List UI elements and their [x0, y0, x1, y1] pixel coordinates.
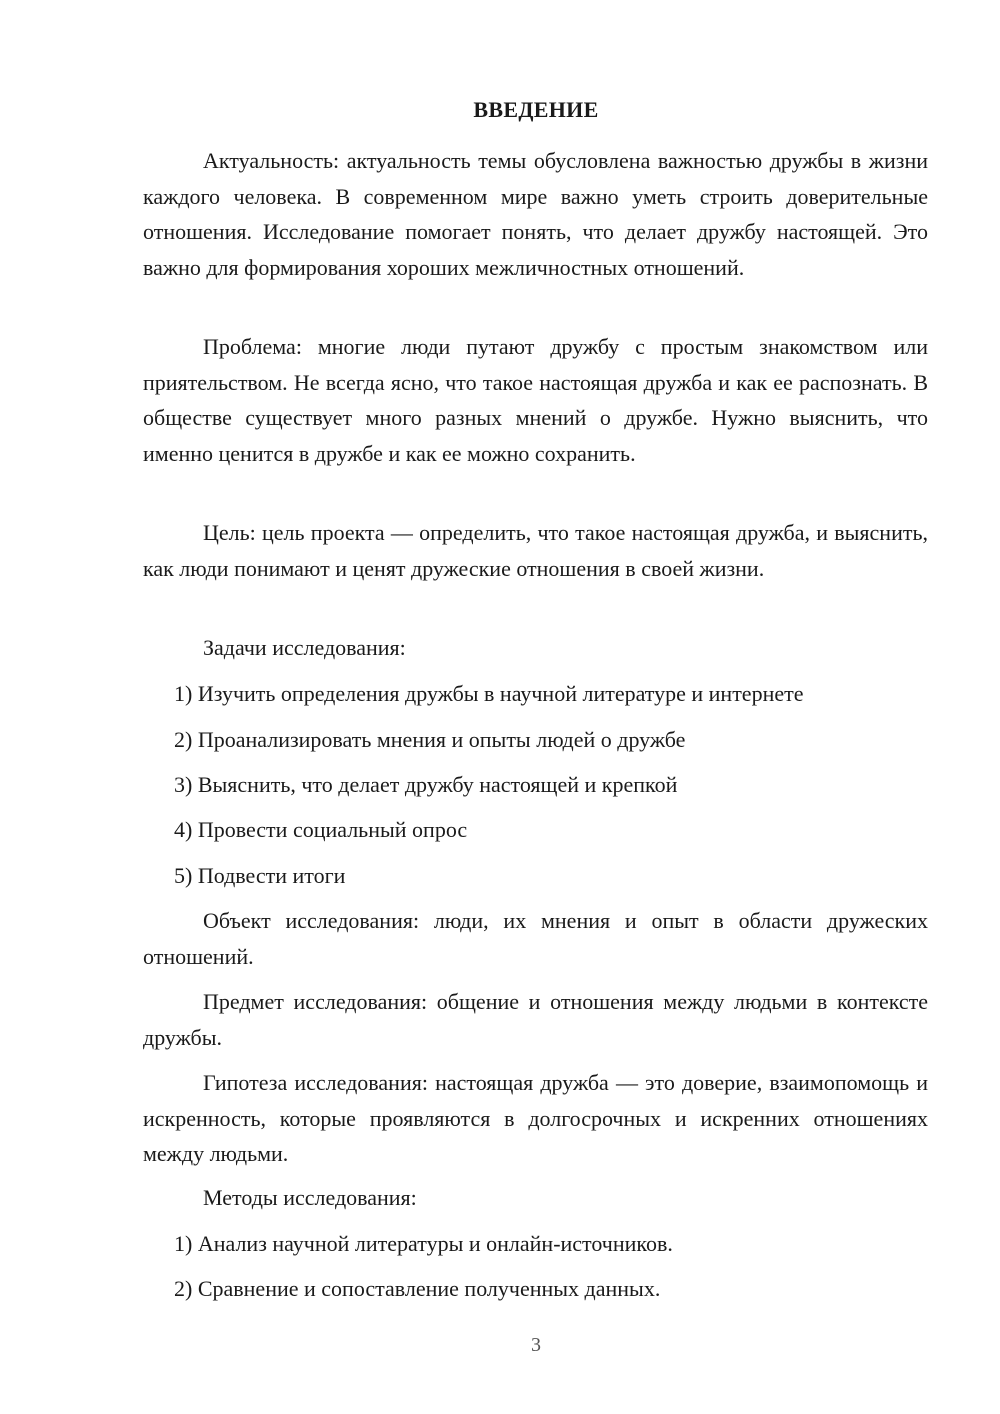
method-item-2: 2) Сравнение и сопоставление полученных данных.	[174, 1276, 661, 1301]
goal-paragraph: Цель: цель проекта — определить, что такое настоящая дружба, и выяснить, как люди понимают и ценят дружеские отношения в своей жизни.	[143, 520, 928, 581]
subject-paragraph: Предмет исследования: общение и отношения между людьми в контексте дружбы.	[143, 989, 928, 1050]
page-number: 3	[531, 1334, 541, 1356]
method-item-1: 1) Анализ научной литературы и онлайн-источников.	[174, 1231, 673, 1256]
page-title: ВВЕДЕНИЕ	[473, 97, 599, 122]
task-item-5: 5) Подвести итоги	[174, 863, 346, 888]
relevance-paragraph: Актуальность: актуальность темы обусловлена важностью дружбы в жизни каждого человека. В современном мире важно уметь строить доверительные отношения. Исследование помогает понять, что делает дружбу настоящей. Это важно для формирования хороших межличностных отношений.	[143, 148, 928, 280]
task-item-2: 2) Проанализировать мнения и опыты людей о дружбе	[174, 727, 686, 752]
task-item-4: 4) Провести социальный опрос	[174, 817, 468, 842]
task-item-3: 3) Выяснить, что делает дружбу настоящей и крепкой	[174, 772, 678, 797]
tasks-heading: Задачи исследования:	[203, 635, 406, 660]
methods-heading: Методы исследования:	[203, 1185, 417, 1210]
problem-paragraph: Проблема: многие люди путают дружбу с простым знакомством или приятельством. Не всегда ясно, что такое настоящая дружба и как ее распознать. В обществе существует много разных мнений о дружбе. Нужно выяснить, что именно ценится в дружбе и как ее можно сохранить.	[143, 334, 928, 466]
object-paragraph: Объект исследования: люди, их мнения и опыт в области дружеских отношений.	[143, 908, 928, 969]
task-item-1: 1) Изучить определения дружбы в научной литературе и интернете	[174, 681, 804, 706]
hypothesis-paragraph: Гипотеза исследования: настоящая дружба — это доверие, взаимопомощь и искренность, которые проявляются в долгосрочных и искренних отношениях между людьми.	[143, 1070, 928, 1166]
